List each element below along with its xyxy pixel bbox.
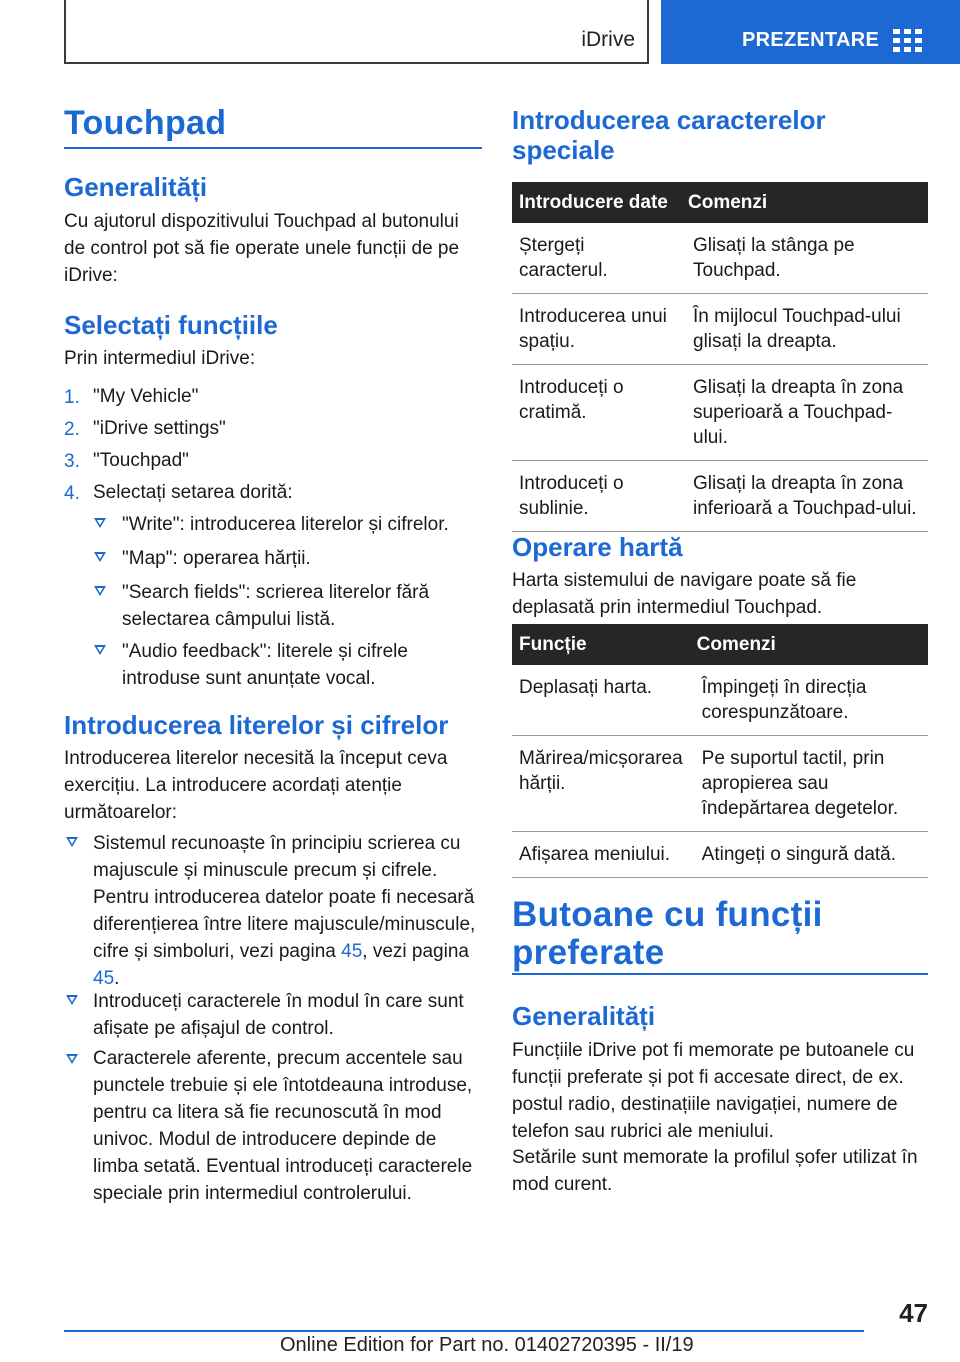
table-cell: Ștergeți caracterul. [512,223,681,294]
table-header-cell: Introducere date [512,182,681,223]
bullet-triangle-icon [94,552,106,562]
table-header-cell: Funcție [512,624,690,665]
letters-heading: Introducerea literelor și cifrelor [64,710,449,740]
table-row [512,832,928,878]
bullet-triangle-icon [94,645,106,655]
fav-text: Setările sunt memorate la profilul șofer utilizat în mod curent. [512,1147,918,1195]
step-text: Selectați setarea dorită: [93,482,293,503]
special-heading: Introducerea caracterelor speciale [512,105,826,165]
header-section-box [64,0,649,64]
title-rule [64,147,482,149]
step-number: 1. [64,387,80,408]
header-chapter-tab[interactable] [661,0,960,64]
table-header-row [512,624,928,665]
fav-text: Funcțiile iDrive pot fi memorate pe butoanele cu funcții preferate și pot fi accesate direct, de ex. postul radio, destinațiile navigației, numere de telefon sau rubrici ale meniului. [512,1040,915,1142]
bullet-text: Sistemul recunoaște în principiu scrierea cu majuscule și minuscule precum și cifrele. Pentru introducerea datelor poate fi necesară diferențierea între litere majuscule/minuscule, cifre și simboluri, vezi pagina 45, vezi pagina 45. [93,833,476,989]
bullet-triangle-icon [66,995,78,1005]
option-text: "Search fields": scrierea literelor fără selectarea câmpului listă. [122,582,430,630]
step-number: 2. [64,419,80,440]
map-table [512,624,928,878]
bullet-text: Caracterele aferente, precum accentele sau punctele trebuie și ele întotdeauna introduse, pentru ca litera să fie recunoscută în mod univoc. Modul de introducere depinde de limba setată. Eventual introduceți caracterele speciale prin intermediul controlerului. [93,1048,473,1204]
table-row [512,365,928,461]
fav-general-heading: Generalități [512,1001,656,1031]
table-row [512,736,928,832]
table-row [512,223,928,294]
select-heading: Selectați funcțiile [64,310,278,340]
step-number: 4. [64,483,80,504]
table-cell: Introduceți o cratimă. [512,365,681,461]
map-heading: Operare hartă [512,532,683,562]
page-link[interactable]: 45 [93,968,115,989]
table-cell: Introducerea unui spațiu. [512,294,681,365]
step-number: 3. [64,451,80,472]
table-header-cell: Comenzi [681,182,928,223]
table-cell: În mijlocul Touchpad-ului glisați la dreapta. [681,294,928,365]
table-row [512,294,928,365]
table-cell: Afișarea meniului. [512,832,690,878]
bullet-triangle-icon [66,837,78,847]
table-cell: Glisați la dreapta în zona inferioară a Touchpad-ului. [681,461,928,532]
bullet-triangle-icon [66,1054,78,1064]
table-cell: Introduceți o sublinie. [512,461,681,532]
step-text: "Touchpad" [93,450,189,471]
grid-icon[interactable] [893,29,923,53]
table-cell: Glisați la dreapta în zona superioară a Touchpad-ului. [681,365,928,461]
favorites-title: Butoane cu funcții preferate [512,895,823,972]
special-chars-table [512,182,928,532]
footer-edition: Online Edition for Part no. 01402720395 - II/19 [280,1334,694,1356]
header-chapter-label: PREZENTARE [742,29,880,51]
page-number: 47 [899,1298,928,1328]
header-section-label: iDrive [581,28,635,51]
option-text: "Audio feedback": literele și cifrele introduse sunt anunțate vocal. [122,641,408,689]
step-text: "iDrive settings" [93,418,226,439]
general-text: Cu ajutorul dispozitivului Touchpad al butonului de control pot să fie operate unele funcții de pe iDrive: [64,211,460,286]
general-heading: Generalități [64,172,208,202]
table-cell: Deplasați harta. [512,665,690,736]
table-header-cell: Comenzi [690,624,928,665]
bullet-text: Introduceți caracterele în modul în care sunt afișate pe afișajul de control. [93,991,464,1039]
option-text: "Map": operarea hărții. [122,548,311,569]
table-cell: Atingeți o singură dată. [690,832,928,878]
page-title: Touchpad [64,104,227,142]
title-rule [512,973,928,975]
footer-rule [64,1330,864,1332]
table-cell: Pe suportul tactil, prin apropierea sau îndepărtarea degetelor. [690,736,928,832]
page-link[interactable]: 45 [341,941,363,962]
table-cell: Glisați la stânga pe Touchpad. [681,223,928,294]
option-text: "Write": introducerea literelor și cifrelor. [122,514,449,535]
table-cell: Împingeți în direcția corespunzătoare. [690,665,928,736]
letters-text: Introducerea literelor necesită la început ceva exercițiu. La introducere acordați atenție următoarelor: [64,748,448,823]
table-row [512,665,928,736]
table-cell: Mărirea/micșorarea hărții. [512,736,690,832]
map-text: Harta sistemului de navigare poate să fie deplasată prin intermediul Touchpad. [512,570,857,618]
bullet-triangle-icon [94,518,106,528]
select-intro: Prin intermediul iDrive: [64,348,256,369]
table-row [512,461,928,532]
bullet-triangle-icon [94,586,106,596]
step-text: "My Vehicle" [93,386,199,407]
table-header-row [512,182,928,223]
